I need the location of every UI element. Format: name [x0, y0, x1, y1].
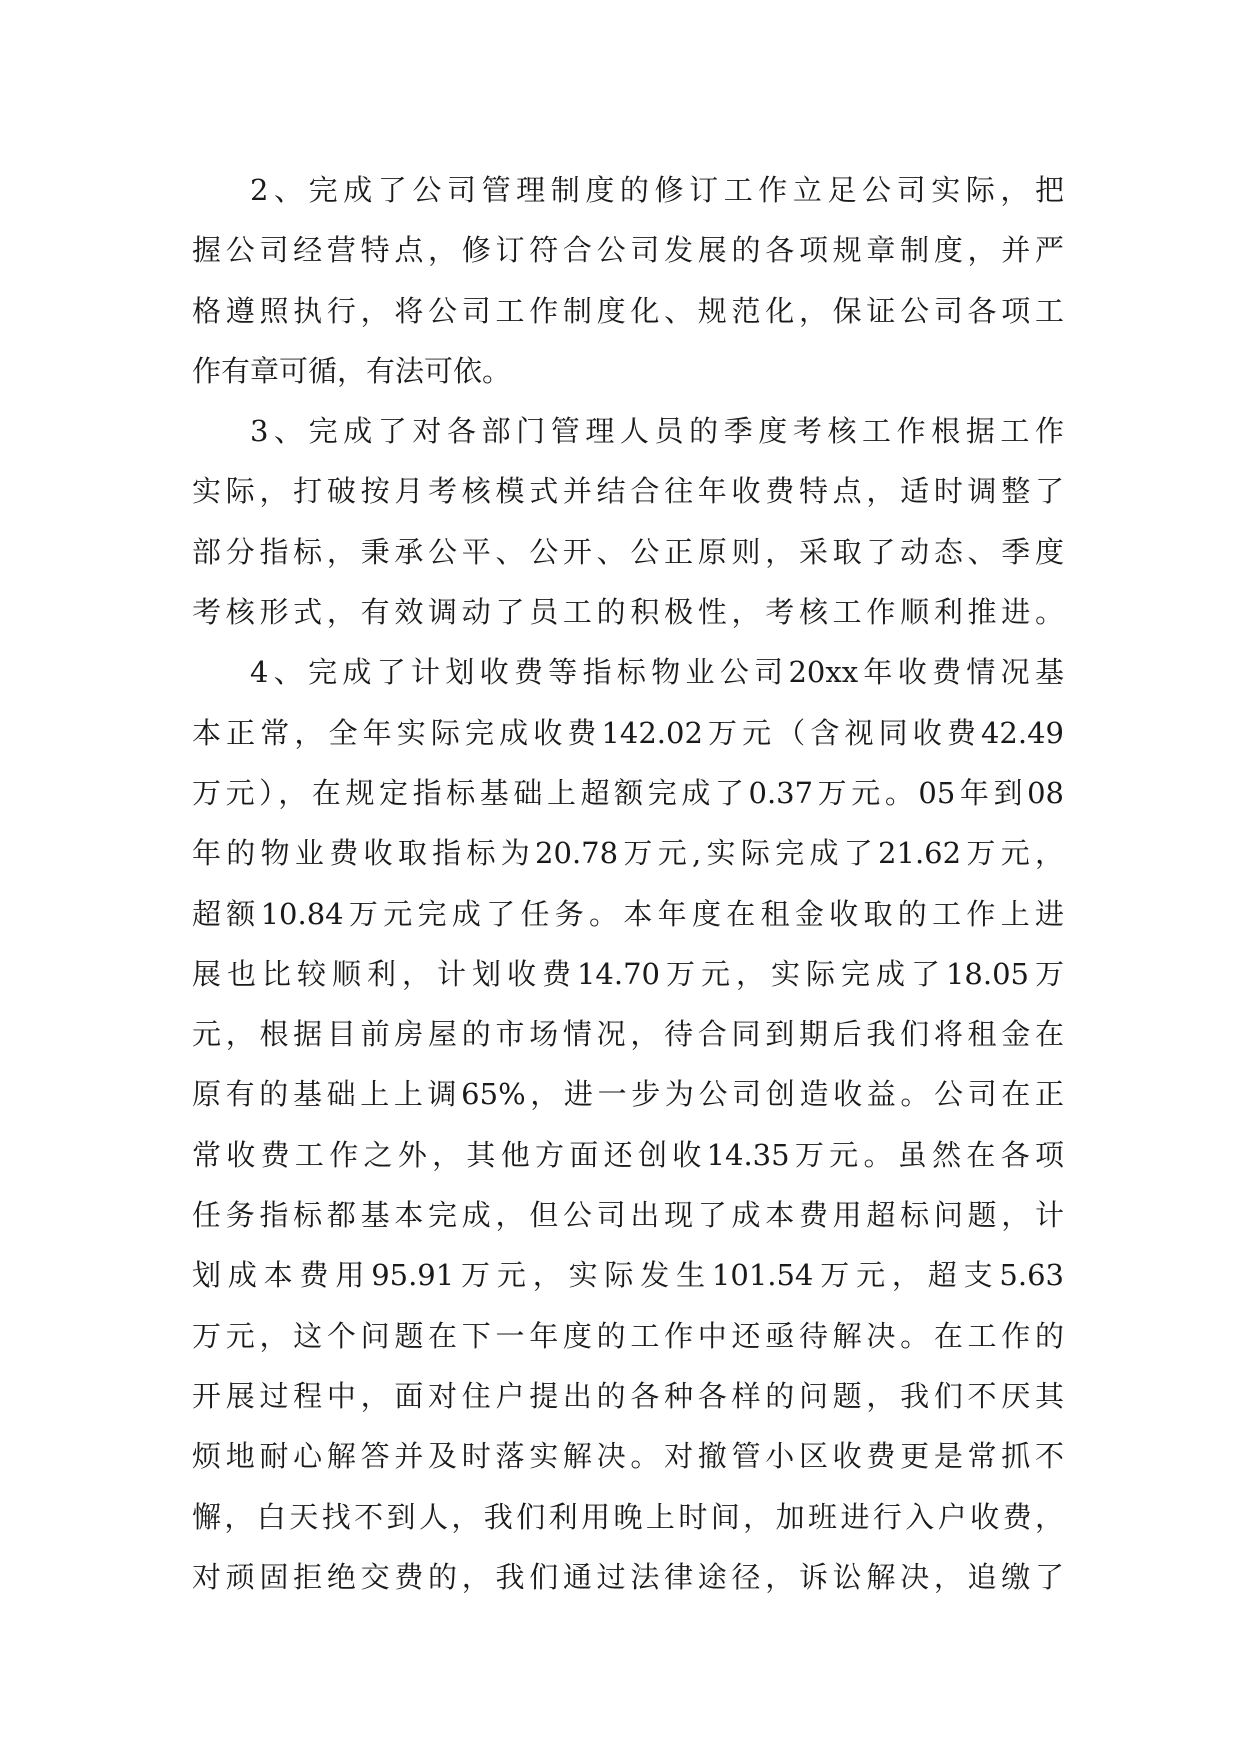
text-line: 展也比较顺利，计划收费14.70万元，实际完成了18.05万: [192, 956, 1064, 991]
text-line: 原有的基础上上调65%，进一步为公司创造收益。公司在正: [192, 1077, 1064, 1112]
text-line: 年的物业费收取指标为20.78万元,实际完成了21.62万元，: [192, 836, 1064, 871]
text-line: 本正常，全年实际完成收费142.02万元（含视同收费42.49: [192, 715, 1064, 750]
text-line: 4、完成了计划收费等指标物业公司20xx年收费情况基: [250, 655, 1064, 690]
text-line: 3、完成了对各部门管理人员的季度考核工作根据工作: [250, 414, 1064, 449]
text-line: 任务指标都基本完成，但公司出现了成本费用超标问题，计: [192, 1198, 1064, 1233]
text-line: 对顽固拒绝交费的，我们通过法律途径，诉讼解决，追缴了: [192, 1559, 1064, 1594]
text-line: 部分指标，秉承公平、公开、公正原则，采取了动态、季度: [192, 534, 1064, 569]
text-line: 元，根据目前房屋的市场情况，待合同到期后我们将租金在: [192, 1017, 1064, 1052]
text-line: 握公司经营特点，修订符合公司发展的各项规章制度，并严: [192, 233, 1064, 268]
document-body: [192, 160, 1064, 1607]
text-line: 常收费工作之外，其他方面还创收14.35万元。虽然在各项: [192, 1137, 1064, 1172]
text-line: 超额10.84万元完成了任务。本年度在租金收取的工作上进: [192, 896, 1064, 931]
text-line: 2、完成了公司管理制度的修订工作立足公司实际，把: [250, 173, 1064, 207]
text-line: 划成本费用95.91万元，实际发生101.54万元，超支5.63: [192, 1258, 1064, 1293]
text-line: 作有章可循，有法可依。: [192, 353, 512, 388]
text-line: 考核形式，有效调动了员工的积极性，考核工作顺利推进。: [192, 595, 1064, 630]
text-line: 懈，白天找不到人，我们利用晚上时间，加班进行入户收费，: [192, 1499, 1064, 1534]
text-line: 万元），在规定指标基础上超额完成了0.37万元。05年到08: [192, 775, 1064, 810]
text-line: 烦地耐心解答并及时落实解决。对撤管小区收费更是常抓不: [192, 1439, 1064, 1474]
text-line: 万元，这个问题在下一年度的工作中还亟待解决。在工作的: [192, 1318, 1064, 1353]
text-line: 开展过程中，面对住户提出的各种各样的问题，我们不厌其: [192, 1378, 1064, 1413]
paragraph-2: [192, 160, 1064, 401]
paragraph-3: [192, 401, 1064, 642]
paragraph-4: [192, 642, 1064, 1607]
text-line: 实际，打破按月考核模式并结合往年收费特点，适时调整了: [192, 474, 1064, 509]
text-line: 格遵照执行，将公司工作制度化、规范化，保证公司各项工: [192, 293, 1064, 328]
